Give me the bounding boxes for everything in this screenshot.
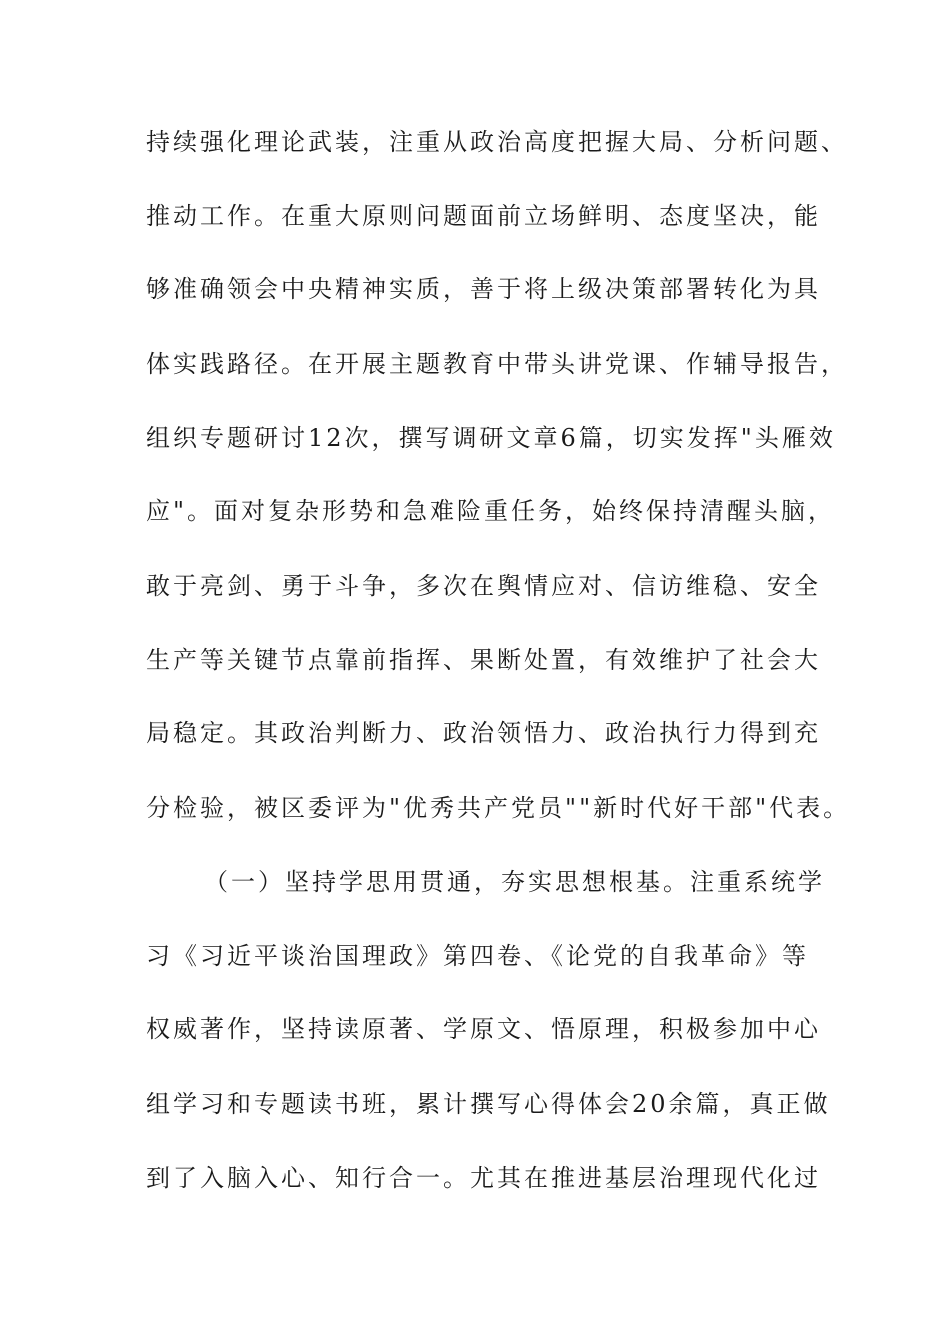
paragraph-line: 权威著作，坚持读原著、学原文、悟原理，积极参加中心 bbox=[146, 1015, 821, 1043]
paragraph-line: 持续强化理论武装，注重从政治高度把握大局、分析问题、 bbox=[146, 128, 848, 156]
paragraph-line: 体实践路径。在开展主题教育中带头讲党课、作辅导报告， bbox=[146, 350, 848, 378]
paragraph-line: 组学习和专题读书班，累计撰写心得体会20余篇，真正做 bbox=[146, 1090, 831, 1118]
paragraph-line: 分检验，被区委评为"优秀共产党员""新时代好干部"代表。 bbox=[146, 794, 851, 822]
paragraph-line: 习《习近平谈治国理政》第四卷、《论党的自我革命》等 bbox=[146, 942, 809, 970]
paragraph-line: 到了入脑入心、知行合一。尤其在推进基层治理现代化过 bbox=[146, 1164, 821, 1192]
paragraph-line: 组织专题研讨12次，撰写调研文章6篇，切实发挥"头雁效 bbox=[146, 424, 836, 452]
paragraph-line: 敢于亮剑、勇于斗争，多次在舆情应对、信访维稳、安全 bbox=[146, 572, 821, 600]
paragraph-line: 推动工作。在重大原则问题面前立场鲜明、态度坚决，能 bbox=[146, 202, 821, 230]
paragraph-line: 够准确领会中央精神实质，善于将上级决策部署转化为具 bbox=[146, 275, 821, 303]
paragraph-line: 局稳定。其政治判断力、政治领悟力、政治执行力得到充 bbox=[146, 719, 821, 747]
section-heading-line: （一）坚持学思用贯通，夯实思想根基。注重系统学 bbox=[204, 868, 825, 896]
paragraph-line: 应"。面对复杂形势和急难险重任务，始终保持清醒头脑， bbox=[146, 497, 836, 525]
paragraph-line: 生产等关键节点靠前指挥、果断处置，有效维护了社会大 bbox=[146, 646, 821, 674]
